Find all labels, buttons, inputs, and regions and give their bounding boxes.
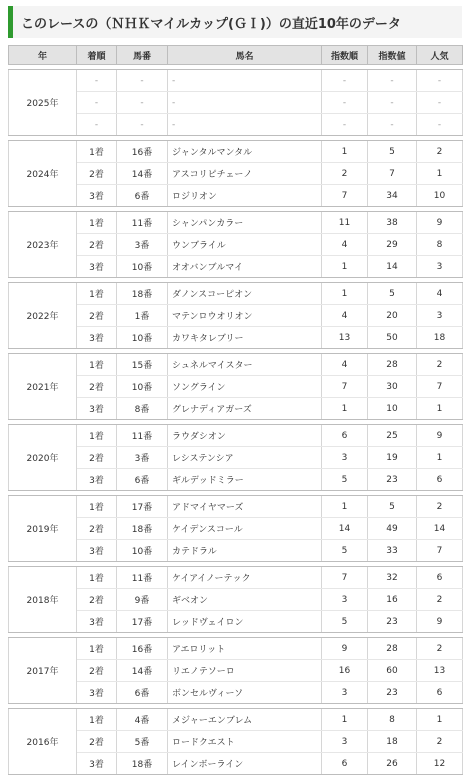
- index-value-cell: 23: [368, 469, 417, 491]
- table-row: [9, 212, 463, 234]
- table-row: [9, 496, 463, 518]
- rank-cell: 1着: [77, 567, 117, 589]
- number-cell: 14番: [117, 163, 168, 185]
- index-rank-cell: 7: [322, 567, 368, 589]
- index-rank-cell: 2: [322, 163, 368, 185]
- rank-cell: 3着: [77, 256, 117, 278]
- table-row: [9, 398, 463, 420]
- number-cell: 1番: [117, 305, 168, 327]
- popularity-cell: -: [417, 70, 463, 92]
- number-cell: 5番: [117, 731, 168, 753]
- index-value-cell: 26: [368, 753, 417, 775]
- results-table: [8, 45, 463, 775]
- popularity-cell: 2: [417, 589, 463, 611]
- number-cell: 11番: [117, 425, 168, 447]
- popularity-cell: 4: [417, 283, 463, 305]
- index-value-cell: 23: [368, 682, 417, 704]
- index-rank-cell: 1: [322, 141, 368, 163]
- index-rank-cell: -: [322, 70, 368, 92]
- index-value-cell: 25: [368, 425, 417, 447]
- index-rank-cell: 3: [322, 682, 368, 704]
- horse-name-cell: マテンロウオリオン: [168, 305, 322, 327]
- table-row: [9, 141, 463, 163]
- number-cell: 10番: [117, 327, 168, 349]
- number-cell: -: [117, 92, 168, 114]
- index-value-cell: 10: [368, 398, 417, 420]
- popularity-cell: 2: [417, 638, 463, 660]
- popularity-cell: 2: [417, 141, 463, 163]
- horse-name-cell: ケイアイノーテック: [168, 567, 322, 589]
- index-value-cell: -: [368, 92, 417, 114]
- index-rank-cell: 16: [322, 660, 368, 682]
- index-value-cell: 5: [368, 496, 417, 518]
- year-cell: 2022年: [9, 283, 77, 349]
- horse-name-cell: -: [168, 92, 322, 114]
- horse-name-cell: ロードクエスト: [168, 731, 322, 753]
- table-row: [9, 638, 463, 660]
- rank-cell: 1着: [77, 425, 117, 447]
- header-rank: 着順: [77, 46, 117, 65]
- index-rank-cell: 5: [322, 469, 368, 491]
- header-index-value: 指数値: [368, 46, 417, 65]
- index-value-cell: 20: [368, 305, 417, 327]
- index-rank-cell: 1: [322, 398, 368, 420]
- index-value-cell: 49: [368, 518, 417, 540]
- number-cell: 3番: [117, 234, 168, 256]
- horse-name-cell: ジャンタルマンタル: [168, 141, 322, 163]
- rank-cell: 3着: [77, 185, 117, 207]
- horse-name-cell: メジャーエンブレム: [168, 709, 322, 731]
- number-cell: 15番: [117, 354, 168, 376]
- table-row: [9, 682, 463, 704]
- popularity-cell: 10: [417, 185, 463, 207]
- table-row: [9, 283, 463, 305]
- rank-cell: 2着: [77, 589, 117, 611]
- table-row: [9, 611, 463, 633]
- horse-name-cell: ラウダシオン: [168, 425, 322, 447]
- rank-cell: 1着: [77, 638, 117, 660]
- index-rank-cell: 1: [322, 283, 368, 305]
- header-number: 馬番: [117, 46, 168, 65]
- horse-name-cell: -: [168, 70, 322, 92]
- number-cell: 6番: [117, 185, 168, 207]
- index-rank-cell: 9: [322, 638, 368, 660]
- header-index-rank: 指数順: [322, 46, 368, 65]
- table-row: [9, 518, 463, 540]
- rank-cell: 2着: [77, 518, 117, 540]
- table-row: [9, 425, 463, 447]
- year-cell: 2023年: [9, 212, 77, 278]
- horse-name-cell: ボンセルヴィーソ: [168, 682, 322, 704]
- horse-name-cell: ロジリオン: [168, 185, 322, 207]
- number-cell: 16番: [117, 638, 168, 660]
- horse-name-cell: アエロリット: [168, 638, 322, 660]
- table-row: [9, 92, 463, 114]
- index-value-cell: 7: [368, 163, 417, 185]
- index-rank-cell: 4: [322, 305, 368, 327]
- rank-cell: 1着: [77, 709, 117, 731]
- index-rank-cell: 4: [322, 234, 368, 256]
- horse-name-cell: ウンブライル: [168, 234, 322, 256]
- popularity-cell: -: [417, 92, 463, 114]
- table-row: [9, 70, 463, 92]
- number-cell: -: [117, 70, 168, 92]
- horse-name-cell: アドマイヤマーズ: [168, 496, 322, 518]
- rank-cell: -: [77, 92, 117, 114]
- table-row: [9, 305, 463, 327]
- header-horse: 馬名: [168, 46, 322, 65]
- index-rank-cell: -: [322, 92, 368, 114]
- page-title: [8, 6, 462, 38]
- number-cell: 17番: [117, 496, 168, 518]
- horse-name-cell: レッドヴェイロン: [168, 611, 322, 633]
- popularity-cell: 3: [417, 256, 463, 278]
- year-cell: 2019年: [9, 496, 77, 562]
- number-cell: 14番: [117, 660, 168, 682]
- table-row: [9, 234, 463, 256]
- index-rank-cell: 1: [322, 256, 368, 278]
- horse-name-cell: シュネルマイスター: [168, 354, 322, 376]
- index-rank-cell: 6: [322, 425, 368, 447]
- index-value-cell: 5: [368, 283, 417, 305]
- number-cell: 3番: [117, 447, 168, 469]
- horse-name-cell: シャンパンカラー: [168, 212, 322, 234]
- popularity-cell: -: [417, 114, 463, 136]
- table-row: [9, 256, 463, 278]
- index-rank-cell: 3: [322, 731, 368, 753]
- table-row: [9, 447, 463, 469]
- popularity-cell: 9: [417, 425, 463, 447]
- number-cell: 10番: [117, 256, 168, 278]
- year-cell: 2016年: [9, 709, 77, 775]
- rank-cell: 3着: [77, 753, 117, 775]
- rank-cell: -: [77, 114, 117, 136]
- table-row: [9, 660, 463, 682]
- index-value-cell: 28: [368, 354, 417, 376]
- rank-cell: 1着: [77, 283, 117, 305]
- number-cell: 17番: [117, 611, 168, 633]
- rank-cell: 3着: [77, 682, 117, 704]
- popularity-cell: 8: [417, 234, 463, 256]
- index-rank-cell: 1: [322, 709, 368, 731]
- horse-name-cell: グレナディアガーズ: [168, 398, 322, 420]
- number-cell: 18番: [117, 753, 168, 775]
- table-header-row: [9, 46, 463, 65]
- horse-name-cell: レインボーライン: [168, 753, 322, 775]
- index-rank-cell: 11: [322, 212, 368, 234]
- index-value-cell: -: [368, 70, 417, 92]
- number-cell: 8番: [117, 398, 168, 420]
- number-cell: 18番: [117, 283, 168, 305]
- table-row: [9, 114, 463, 136]
- number-cell: 16番: [117, 141, 168, 163]
- rank-cell: 3着: [77, 469, 117, 491]
- page-title-text: このレースの（ＮＨＫマイルカップ(ＧＩ)）の直近10年のデータ: [21, 16, 401, 32]
- horse-name-cell: カワキタレブリー: [168, 327, 322, 349]
- index-value-cell: 30: [368, 376, 417, 398]
- horse-name-cell: オオバンブルマイ: [168, 256, 322, 278]
- popularity-cell: 1: [417, 709, 463, 731]
- index-value-cell: 50: [368, 327, 417, 349]
- index-value-cell: 34: [368, 185, 417, 207]
- horse-name-cell: ソングライン: [168, 376, 322, 398]
- popularity-cell: 2: [417, 354, 463, 376]
- table-row: [9, 469, 463, 491]
- year-cell: 2017年: [9, 638, 77, 704]
- number-cell: 11番: [117, 212, 168, 234]
- index-value-cell: 32: [368, 567, 417, 589]
- table-row: [9, 354, 463, 376]
- index-rank-cell: 14: [322, 518, 368, 540]
- rank-cell: 1着: [77, 212, 117, 234]
- header-popularity: 人気: [417, 46, 463, 65]
- header-year: 年: [9, 46, 77, 65]
- horse-name-cell: アスコリピチェーノ: [168, 163, 322, 185]
- popularity-cell: 2: [417, 731, 463, 753]
- popularity-cell: 2: [417, 496, 463, 518]
- index-value-cell: 14: [368, 256, 417, 278]
- rank-cell: 1着: [77, 496, 117, 518]
- rank-cell: 2着: [77, 731, 117, 753]
- rank-cell: 3着: [77, 327, 117, 349]
- popularity-cell: 9: [417, 212, 463, 234]
- popularity-cell: 1: [417, 163, 463, 185]
- index-rank-cell: 7: [322, 376, 368, 398]
- year-cell: 2018年: [9, 567, 77, 633]
- number-cell: 6番: [117, 682, 168, 704]
- number-cell: 9番: [117, 589, 168, 611]
- horse-name-cell: リエノテソーロ: [168, 660, 322, 682]
- table-row: [9, 376, 463, 398]
- year-cell: 2021年: [9, 354, 77, 420]
- horse-name-cell: ケイデンスコール: [168, 518, 322, 540]
- popularity-cell: 6: [417, 469, 463, 491]
- number-cell: 6番: [117, 469, 168, 491]
- index-value-cell: 18: [368, 731, 417, 753]
- table-row: [9, 567, 463, 589]
- index-rank-cell: 3: [322, 447, 368, 469]
- horse-name-cell: -: [168, 114, 322, 136]
- rank-cell: 1着: [77, 354, 117, 376]
- index-value-cell: 33: [368, 540, 417, 562]
- rank-cell: 3着: [77, 540, 117, 562]
- rank-cell: 2着: [77, 163, 117, 185]
- index-rank-cell: 3: [322, 589, 368, 611]
- index-value-cell: 38: [368, 212, 417, 234]
- horse-name-cell: ダノンスコーピオン: [168, 283, 322, 305]
- rank-cell: 3着: [77, 398, 117, 420]
- table-body: [9, 65, 463, 775]
- popularity-cell: 7: [417, 376, 463, 398]
- horse-name-cell: カテドラル: [168, 540, 322, 562]
- popularity-cell: 18: [417, 327, 463, 349]
- popularity-cell: 7: [417, 540, 463, 562]
- rank-cell: 2着: [77, 234, 117, 256]
- index-rank-cell: 1: [322, 496, 368, 518]
- number-cell: -: [117, 114, 168, 136]
- table-row: [9, 589, 463, 611]
- table-row: [9, 540, 463, 562]
- rank-cell: 2着: [77, 660, 117, 682]
- table-row: [9, 709, 463, 731]
- number-cell: 10番: [117, 540, 168, 562]
- rank-cell: 2着: [77, 376, 117, 398]
- index-rank-cell: 4: [322, 354, 368, 376]
- index-value-cell: -: [368, 114, 417, 136]
- index-value-cell: 19: [368, 447, 417, 469]
- index-rank-cell: 6: [322, 753, 368, 775]
- index-rank-cell: 7: [322, 185, 368, 207]
- popularity-cell: 14: [417, 518, 463, 540]
- index-rank-cell: 5: [322, 540, 368, 562]
- table-row: [9, 753, 463, 775]
- number-cell: 10番: [117, 376, 168, 398]
- rank-cell: 1着: [77, 141, 117, 163]
- popularity-cell: 1: [417, 398, 463, 420]
- table-row: [9, 327, 463, 349]
- popularity-cell: 6: [417, 567, 463, 589]
- year-cell: 2024年: [9, 141, 77, 207]
- index-rank-cell: -: [322, 114, 368, 136]
- rank-cell: 2着: [77, 305, 117, 327]
- year-cell: 2025年: [9, 70, 77, 136]
- table-row: [9, 163, 463, 185]
- popularity-cell: 6: [417, 682, 463, 704]
- popularity-cell: 12: [417, 753, 463, 775]
- table-row: [9, 731, 463, 753]
- rank-cell: 2着: [77, 447, 117, 469]
- rank-cell: -: [77, 70, 117, 92]
- popularity-cell: 13: [417, 660, 463, 682]
- number-cell: 18番: [117, 518, 168, 540]
- horse-name-cell: ギベオン: [168, 589, 322, 611]
- horse-name-cell: レシステンシア: [168, 447, 322, 469]
- year-cell: 2020年: [9, 425, 77, 491]
- index-value-cell: 28: [368, 638, 417, 660]
- number-cell: 4番: [117, 709, 168, 731]
- index-value-cell: 23: [368, 611, 417, 633]
- number-cell: 11番: [117, 567, 168, 589]
- popularity-cell: 9: [417, 611, 463, 633]
- popularity-cell: 1: [417, 447, 463, 469]
- horse-name-cell: ギルデッドミラー: [168, 469, 322, 491]
- index-value-cell: 60: [368, 660, 417, 682]
- rank-cell: 3着: [77, 611, 117, 633]
- index-value-cell: 29: [368, 234, 417, 256]
- popularity-cell: 3: [417, 305, 463, 327]
- index-value-cell: 16: [368, 589, 417, 611]
- index-value-cell: 8: [368, 709, 417, 731]
- index-rank-cell: 5: [322, 611, 368, 633]
- index-rank-cell: 13: [322, 327, 368, 349]
- table-row: [9, 185, 463, 207]
- index-value-cell: 5: [368, 141, 417, 163]
